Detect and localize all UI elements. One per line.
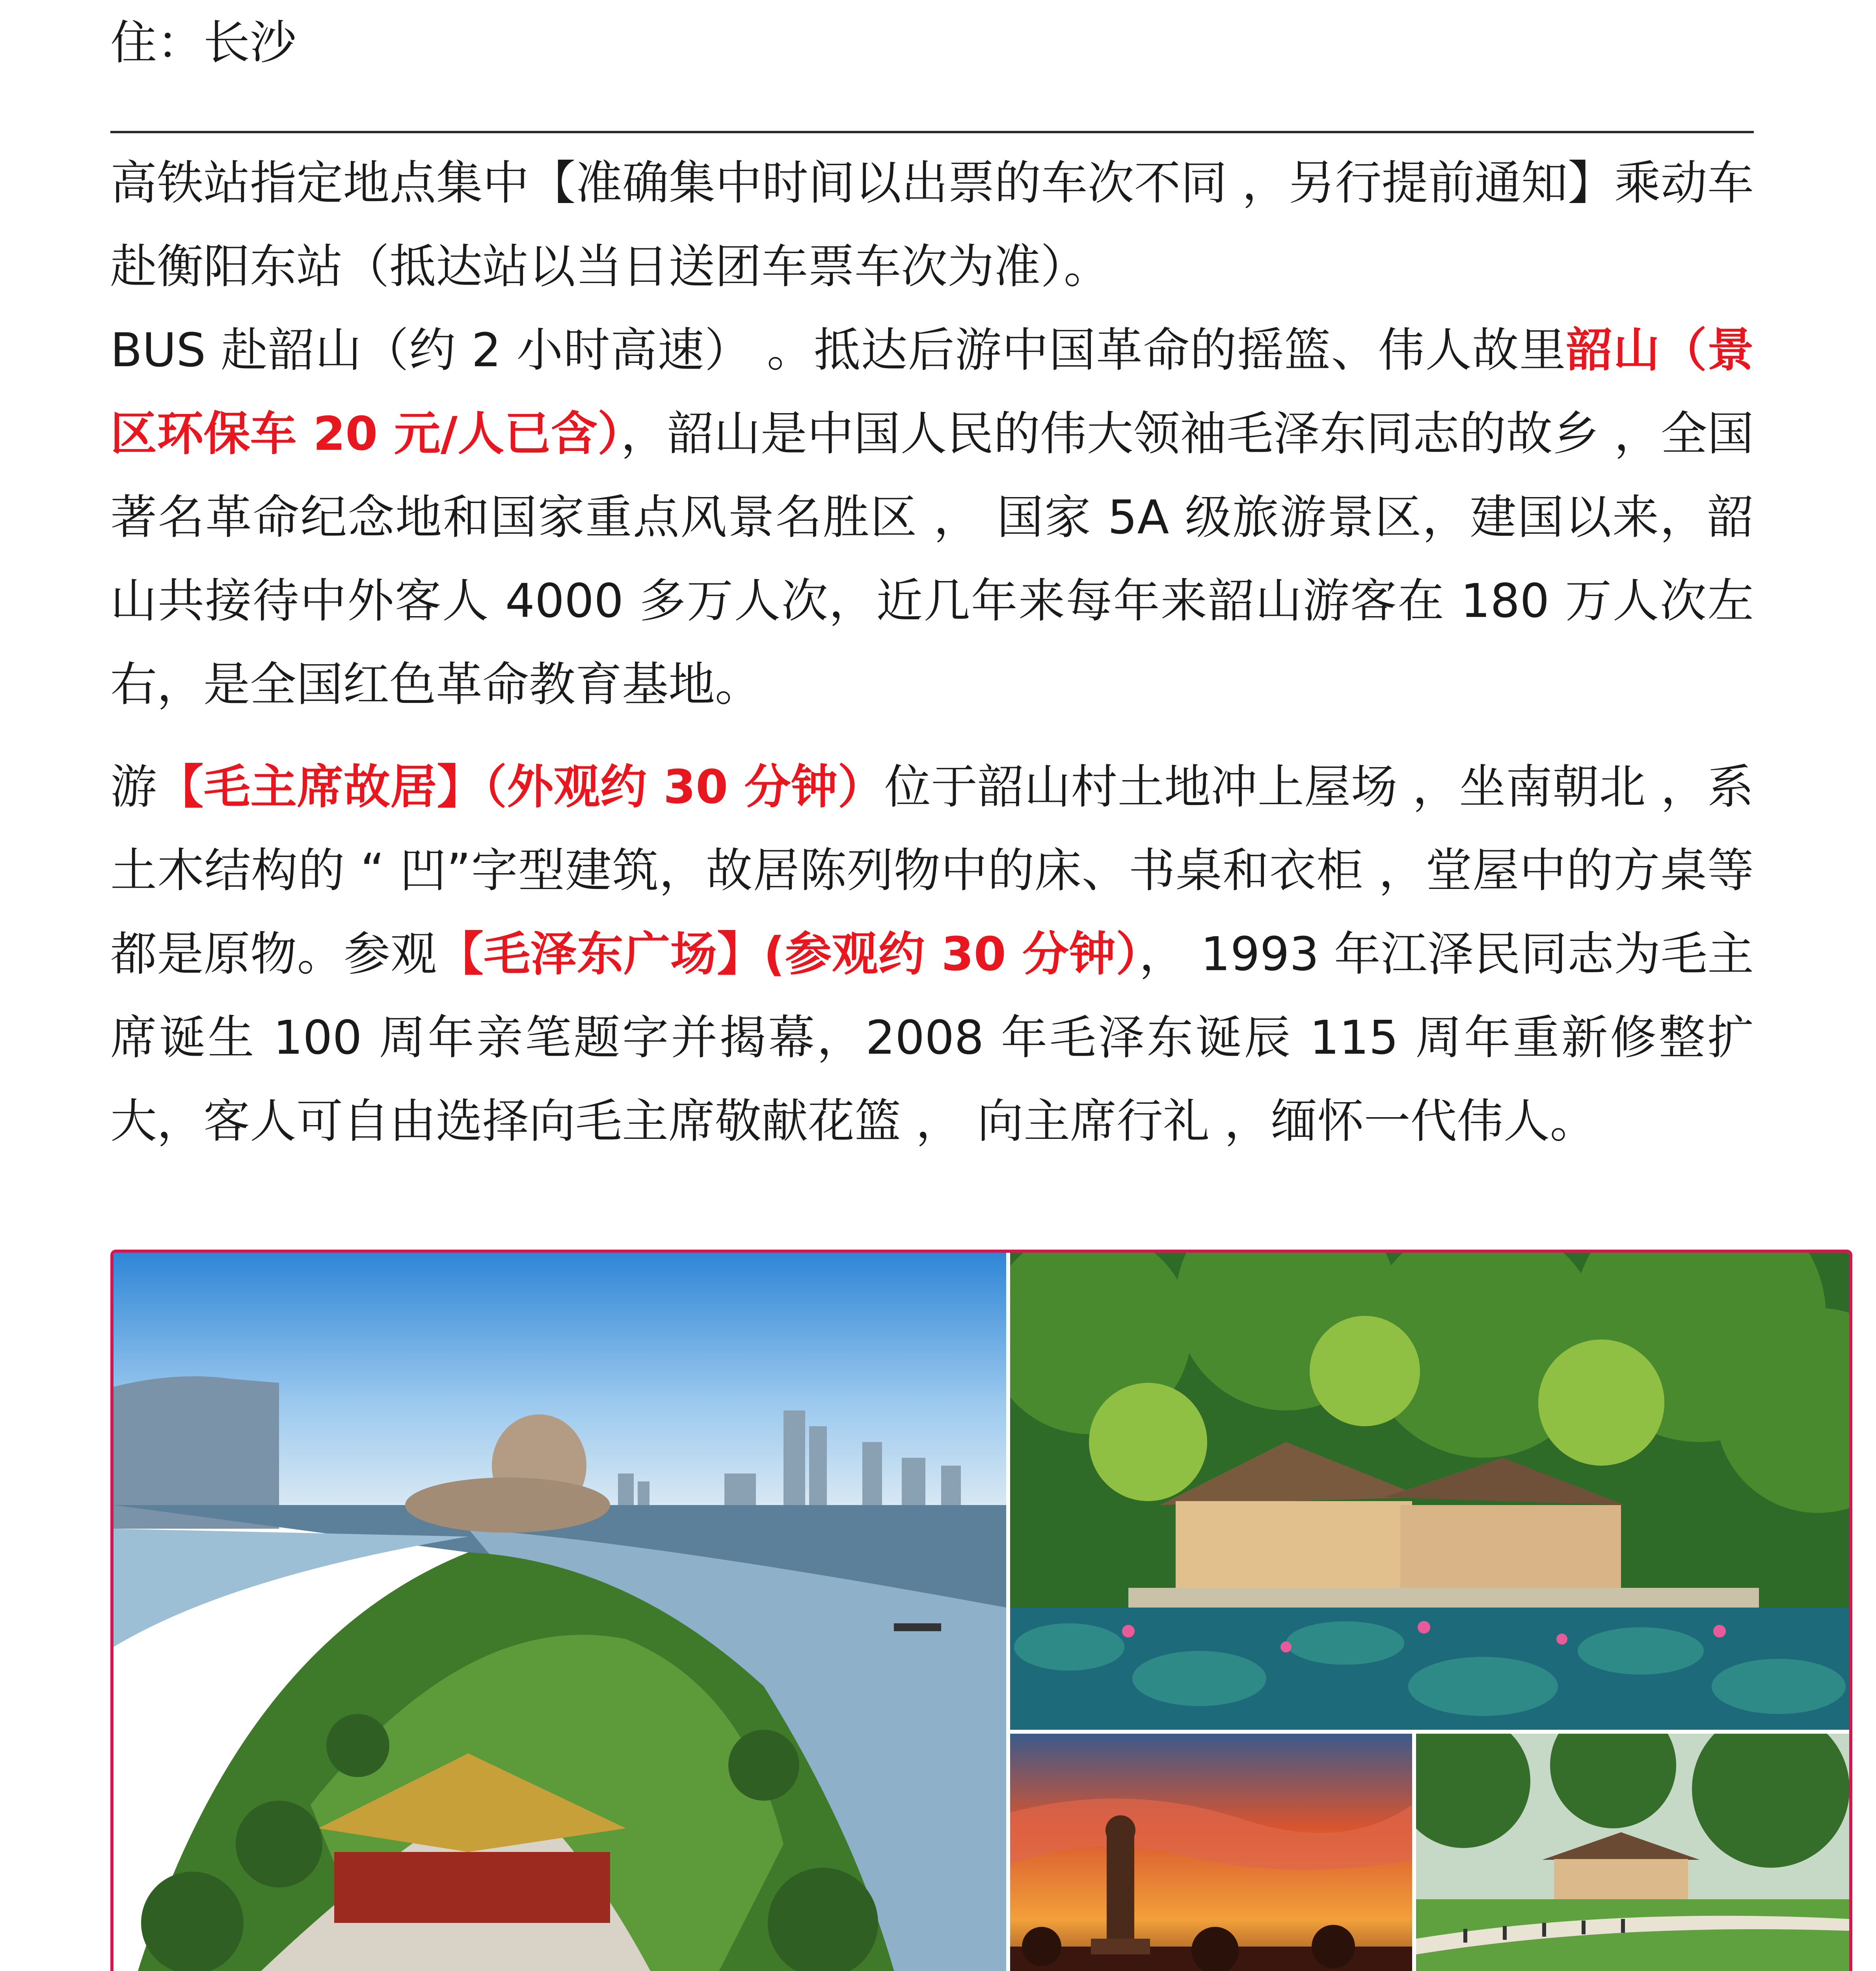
shaoshan-intro: BUS 赴韶山（约 2 小时高速） 。抵达后游中国革命的摇篮、伟人故里 [110, 323, 1567, 377]
residence-highlight: 【毛主席故居】（外观约 30 分钟） [157, 760, 884, 814]
paragraph-shaoshan [110, 308, 1754, 726]
residence-desc: 位于韶山村土地冲上屋场 ，坐南朝北 ，系土木结构的 “ 凹”字型建筑，故居陈列物中的床、书桌和衣柜 ，堂屋中的方桌等都是原物。参观 [110, 760, 1754, 981]
paragraph-former-residence [110, 745, 1754, 1163]
shaoshan-desc: ，韶山是中国人民的伟大领袖毛泽东同志的故乡 ，全国著名革命纪念地和国家重点风景名胜区 ， 国家 5A 级旅游景区，建国以来，韶山共接待中外客人 4000 多万人次，近几年来每年来韶山游客在 180 万人次左右，是全国红色革命教育基地。 [110, 406, 1754, 712]
paragraph-gather: 高铁站指定地点集中【准确集中时间以出票的车次不同 ，另行提前通知】乘动车赴衡阳东站（抵达站以当日送团车票车次为准）。 [110, 156, 1754, 294]
lodging-line: 住：长沙 [110, 15, 297, 70]
photo-statue-sunset [1010, 1734, 1412, 1971]
photo-village-path [1416, 1734, 1850, 1971]
photo-collage [110, 1250, 1852, 1971]
shaoshan-highlight: 韶山（景区环保车 20 元/人已含） [110, 323, 1754, 461]
square-highlight: 【毛泽东广场】(参观约 30 分钟） [437, 927, 1139, 981]
photo-former-residence [1010, 1253, 1850, 1730]
square-desc: ， 1993 年江泽民同志为毛主席诞生 100 周年亲笔题字并揭幕，2008 年毛泽东诞辰 115 周年重新修整扩大，客人可自由选择向毛主席敬献花篮 ， 向主席行礼 ，缅怀一代伟人。 [110, 927, 1754, 1148]
photo-orange-isle [114, 1253, 1006, 1971]
residence-intro: 游 [110, 760, 157, 814]
divider [110, 131, 1754, 133]
